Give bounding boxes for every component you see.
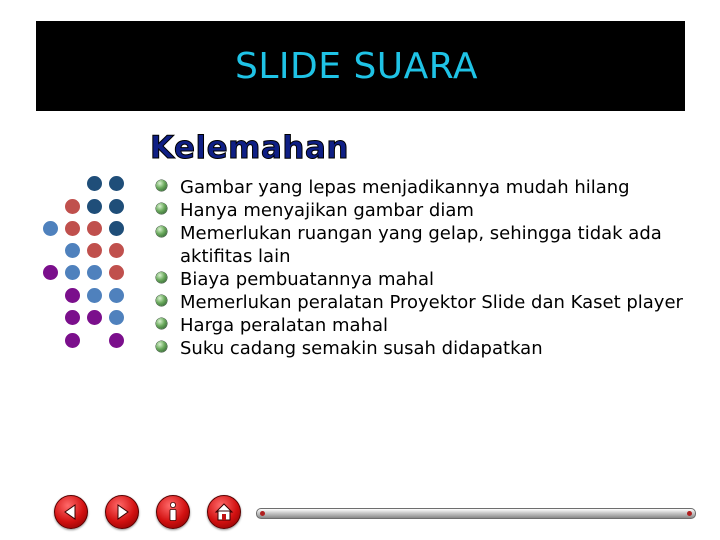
slide-title: SLIDE SUARA <box>235 45 478 87</box>
bullet-item <box>156 291 696 314</box>
bullet-text: Suku cadang semakin susah didapatkan <box>180 338 543 359</box>
decorative-dot <box>87 310 102 325</box>
back-arrow-icon <box>61 502 81 522</box>
bullet-list <box>156 176 696 360</box>
decorative-dot <box>109 333 124 348</box>
decorative-dot <box>65 333 80 348</box>
decorative-dot-grid <box>0 0 140 360</box>
decorative-dot <box>109 288 124 303</box>
bullet-item <box>156 314 696 337</box>
green-sphere-bullet-icon <box>156 203 167 214</box>
decorative-dot <box>43 221 58 236</box>
green-sphere-bullet-icon <box>156 180 167 191</box>
forward-arrow-icon <box>112 502 132 522</box>
decorative-dot <box>87 176 102 191</box>
info-icon <box>163 501 183 523</box>
bullet-item <box>156 268 696 291</box>
info-button[interactable] <box>156 495 190 529</box>
green-sphere-bullet-icon <box>156 295 167 306</box>
bullet-item <box>156 222 696 268</box>
home-button[interactable] <box>207 495 241 529</box>
decorative-dot <box>65 310 80 325</box>
green-sphere-bullet-icon <box>156 226 167 237</box>
bullet-text: Harga peralatan mahal <box>180 315 389 336</box>
decorative-dot <box>65 243 80 258</box>
progress-start-marker <box>260 511 265 516</box>
decorative-dot <box>109 265 124 280</box>
forward-button[interactable] <box>105 495 139 529</box>
decorative-dot <box>65 199 80 214</box>
decorative-dot <box>109 176 124 191</box>
green-sphere-bullet-icon <box>156 272 167 283</box>
bullet-text: Memerlukan peralatan Proyektor Slide dan Kaset player <box>180 292 683 313</box>
decorative-dot <box>109 310 124 325</box>
green-sphere-bullet-icon <box>156 341 167 352</box>
bullet-text: Hanya menyajikan gambar diam <box>180 200 474 221</box>
decorative-dot <box>65 221 80 236</box>
decorative-dot <box>87 288 102 303</box>
decorative-dot <box>87 265 102 280</box>
decorative-dot <box>43 265 58 280</box>
decorative-dot <box>87 221 102 236</box>
slide-progress-bar[interactable] <box>256 508 696 519</box>
section-heading: Kelemahan <box>150 130 349 166</box>
decorative-dot <box>109 221 124 236</box>
bullet-text: Memerlukan ruangan yang gelap, sehingga tidak ada aktifitas lain <box>180 223 662 267</box>
back-button[interactable] <box>54 495 88 529</box>
home-icon <box>213 501 235 523</box>
bullet-item <box>156 176 696 199</box>
decorative-dot <box>87 243 102 258</box>
decorative-dot <box>109 243 124 258</box>
progress-end-marker <box>687 511 692 516</box>
decorative-dot <box>65 288 80 303</box>
bullet-item <box>156 199 696 222</box>
green-sphere-bullet-icon <box>156 318 167 329</box>
decorative-dot <box>65 265 80 280</box>
decorative-dot <box>109 199 124 214</box>
bullet-text: Biaya pembuatannya mahal <box>180 269 434 290</box>
bullet-item <box>156 337 696 360</box>
decorative-dot <box>87 199 102 214</box>
bullet-text: Gambar yang lepas menjadikannya mudah hilang <box>180 177 630 198</box>
